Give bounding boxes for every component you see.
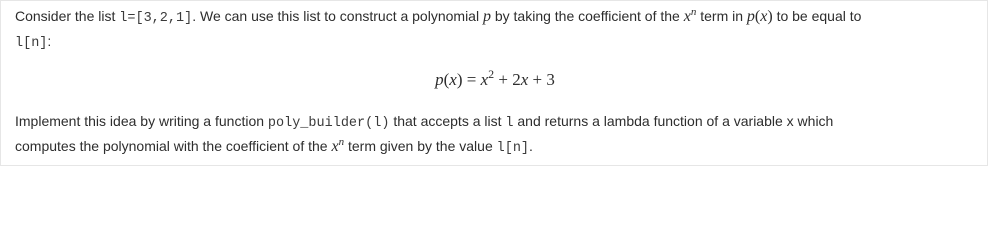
text: . We can use this list to construct a polynomial: [192, 8, 483, 24]
text: that accepts a list: [389, 113, 506, 129]
list-var-code: l: [505, 116, 514, 131]
text: by taking the coefficient of the: [490, 8, 684, 24]
text: :: [47, 33, 52, 49]
text: term given by the value: [344, 138, 497, 154]
text: term in: [696, 8, 747, 24]
index-code: l[n]: [496, 141, 530, 156]
polynomial-symbol: p: [482, 8, 491, 25]
index-code: l[n]: [15, 36, 48, 51]
list-code: l=[3,2,1]: [119, 11, 193, 26]
text: Implement this idea by writing a function: [15, 113, 268, 129]
intro-paragraph: [15, 5, 861, 55]
x-power-n: $x^n$: [331, 136, 345, 155]
task-line-2: [15, 135, 833, 160]
polynomial-equation: $p(x) = x^2 + 2x + 3$: [435, 67, 555, 89]
intro-line-2: [15, 30, 861, 55]
intro-line-1: [15, 5, 861, 30]
x-power-n: $x^n$: [683, 6, 697, 25]
task-line-1: [15, 110, 833, 135]
text: and returns a lambda function of a variable x which: [513, 113, 834, 129]
p-of-x: p(x): [746, 8, 773, 25]
text: Consider the list: [15, 8, 120, 24]
text: computes the polynomial with the coefficient of the: [15, 138, 332, 154]
text: .: [529, 138, 533, 154]
function-name-code: poly_builder(l): [267, 116, 390, 131]
text: to be equal to: [772, 8, 862, 24]
task-paragraph: [15, 110, 833, 160]
